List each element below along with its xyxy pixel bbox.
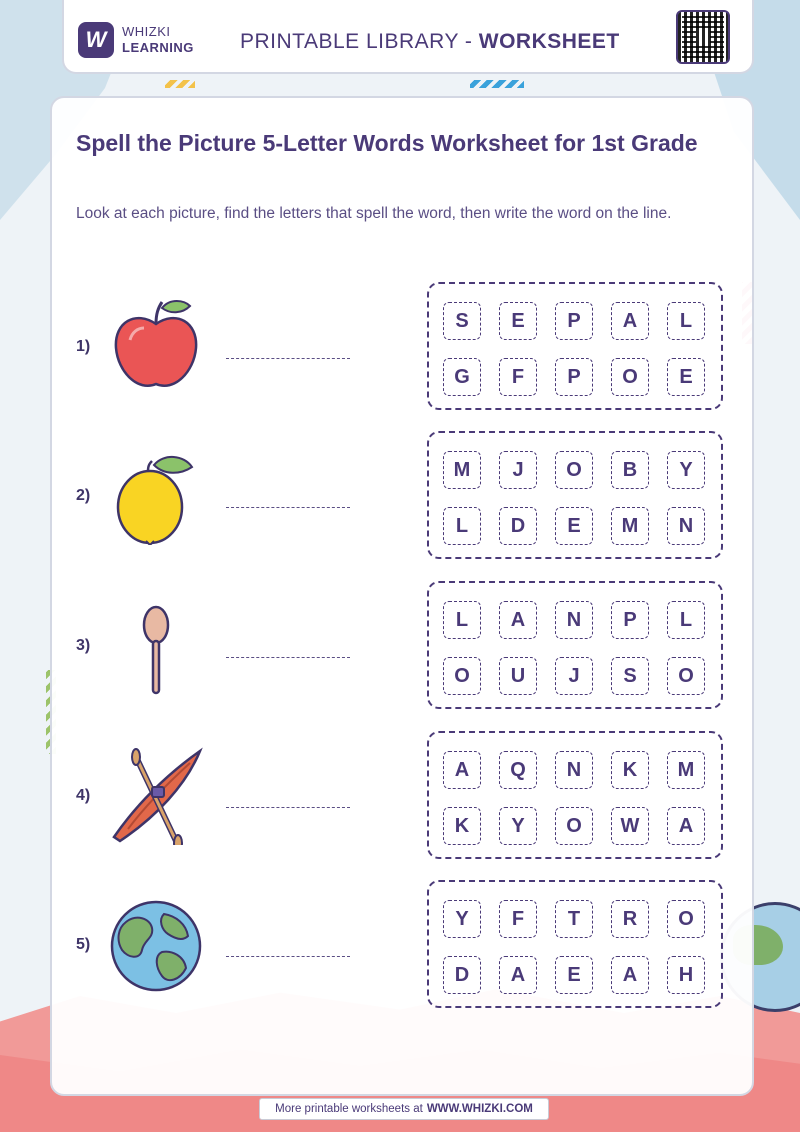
letter-tile: B — [611, 451, 649, 489]
letter-tile: U — [499, 657, 537, 695]
letter-tile: J — [555, 657, 593, 695]
letter-tile: Y — [667, 451, 705, 489]
worksheet-title: Spell the Picture 5-Letter Words Worksheet for 1st Grade — [76, 130, 698, 156]
letter-tile: G — [443, 358, 481, 396]
exercise-row — [0, 581, 800, 711]
page-header — [62, 0, 754, 74]
answer-line[interactable] — [226, 507, 350, 508]
letter-tile: E — [555, 956, 593, 994]
letter-tile: E — [499, 302, 537, 340]
letter-tile: P — [555, 358, 593, 396]
letter-grid — [427, 731, 723, 859]
letter-tile: A — [667, 807, 705, 845]
answer-line[interactable] — [226, 657, 350, 658]
letter-tile: P — [555, 302, 593, 340]
letter-tile: O — [611, 358, 649, 396]
letter-tile: L — [667, 601, 705, 639]
qr-code-icon — [676, 10, 730, 64]
letter-tile: K — [611, 751, 649, 789]
letter-grid — [427, 880, 723, 1008]
letter-tile: S — [443, 302, 481, 340]
letter-tile: Y — [499, 807, 537, 845]
header-title — [240, 30, 620, 54]
exercise-row — [0, 431, 800, 561]
kayak-icon — [106, 745, 206, 845]
letter-tile: E — [555, 507, 593, 545]
answer-line[interactable] — [226, 807, 350, 808]
letter-tile: M — [443, 451, 481, 489]
item-number: 5) — [76, 936, 91, 953]
brand-line-2: LEARNING — [122, 40, 194, 55]
logo-icon: W — [78, 22, 114, 58]
letter-tile: H — [667, 956, 705, 994]
letter-tile: Y — [443, 900, 481, 938]
letter-tile: T — [555, 900, 593, 938]
letter-tile: N — [555, 601, 593, 639]
exercise-row — [0, 880, 800, 1010]
answer-line[interactable] — [226, 956, 350, 957]
letter-tile: A — [611, 956, 649, 994]
letter-tile: N — [555, 751, 593, 789]
item-number: 2) — [76, 487, 91, 504]
letter-tile: F — [499, 900, 537, 938]
item-number: 4) — [76, 787, 91, 804]
footer-text: More printable worksheets at — [275, 1103, 423, 1115]
letter-tile: M — [611, 507, 649, 545]
letter-tile: S — [611, 657, 649, 695]
worksheet-instructions: Look at each picture, find the letters that spell the word, then write the word on the line. — [76, 205, 672, 222]
letter-tile: A — [611, 302, 649, 340]
item-number: 1) — [76, 338, 91, 355]
decorative-stripe — [470, 80, 524, 88]
item-number: 3) — [76, 637, 91, 654]
letter-tile: E — [667, 358, 705, 396]
letter-tile: A — [499, 601, 537, 639]
spoon-icon — [106, 595, 206, 695]
exercise-row — [0, 731, 800, 861]
exercise-row — [0, 282, 800, 412]
header-title-bold: WORKSHEET — [478, 30, 620, 53]
letter-tile: O — [555, 451, 593, 489]
lemon-icon — [106, 445, 206, 545]
letter-tile: L — [667, 302, 705, 340]
letter-tile: P — [611, 601, 649, 639]
letter-tile: L — [443, 601, 481, 639]
letter-tile: O — [555, 807, 593, 845]
decorative-stripe — [165, 80, 195, 88]
brand-line-1: WHIZKI — [122, 24, 171, 39]
letter-tile: Q — [499, 751, 537, 789]
footer-banner — [259, 1098, 549, 1120]
letter-tile: O — [667, 657, 705, 695]
footer-link[interactable]: WWW.WHIZKI.COM — [426, 1103, 533, 1115]
letter-tile: J — [499, 451, 537, 489]
letter-grid — [427, 581, 723, 709]
letter-tile: F — [499, 358, 537, 396]
letter-tile: R — [611, 900, 649, 938]
apple-icon — [106, 296, 206, 396]
letter-tile: O — [443, 657, 481, 695]
letter-tile: W — [611, 807, 649, 845]
letter-tile: L — [443, 507, 481, 545]
letter-tile: A — [443, 751, 481, 789]
letter-tile: D — [443, 956, 481, 994]
header-title-prefix: PRINTABLE LIBRARY - — [240, 30, 479, 53]
letter-grid — [427, 431, 723, 559]
letter-tile: K — [443, 807, 481, 845]
letter-tile: D — [499, 507, 537, 545]
letter-tile: N — [667, 507, 705, 545]
letter-tile: M — [667, 751, 705, 789]
globe-icon — [106, 894, 206, 994]
letter-tile: O — [667, 900, 705, 938]
brand-name — [122, 24, 194, 56]
letter-grid — [427, 282, 723, 410]
answer-line[interactable] — [226, 358, 350, 359]
letter-tile: A — [499, 956, 537, 994]
